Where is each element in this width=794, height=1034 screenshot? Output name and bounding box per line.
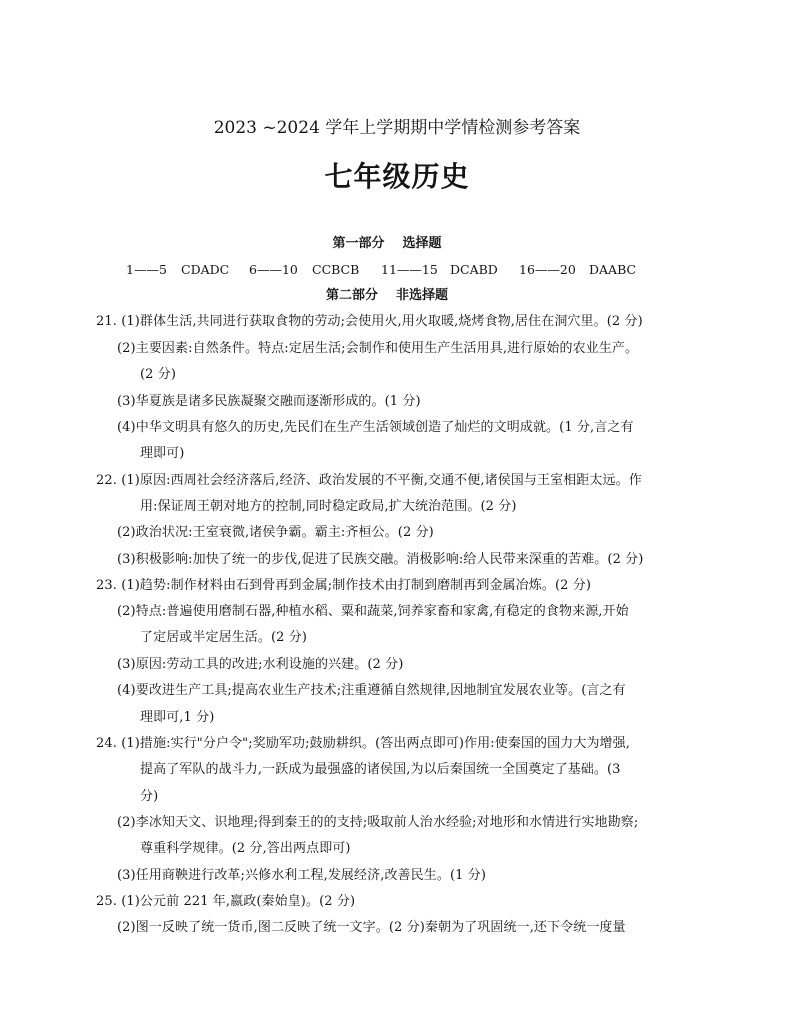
answer-keys: CCBCB bbox=[312, 262, 360, 277]
answer-line: 25. (1)公元前 221 年,嬴政(秦始皇)。(2 分) bbox=[96, 894, 356, 909]
answer-range: 11——15 bbox=[381, 262, 438, 277]
answer-line: 理即可,1 分) bbox=[140, 710, 215, 725]
answer-line: 23. (1)趋势:制作材料由石到骨再到金属;制作技术由打制到磨制再到金属冶炼。(2 分) bbox=[96, 578, 592, 593]
answer-range: 6——10 bbox=[249, 262, 298, 277]
answer-line: 了定居或半定居生活。(2 分) bbox=[140, 630, 308, 645]
answer-line: (2)特点:普遍使用磨制石器,种植水稻、粟和蔬菜,饲养家畜和家禽,有稳定的食物来源,开始 bbox=[117, 604, 629, 619]
answer-line: (2)图一反映了统一货币,图二反映了统一文字。(2 分)秦朝为了巩固统一,还下令统一度量 bbox=[117, 920, 626, 935]
answer-keys: DAABC bbox=[589, 262, 637, 277]
answer-line: (4)要改进生产工具;提高农业生产技术;注重遵循自然规律,因地制宜发展农业等。(言之有 bbox=[117, 683, 626, 698]
answer-line: 24. (1)措施:实行"分户令";奖励军功;鼓励耕织。(答出两点即可)作用:使秦国的国力大为增强, bbox=[96, 736, 630, 751]
answer-line: 21. (1)群体生活,共同进行获取食物的劳动;会使用火,用火取暖,烧烤食物,居住在洞穴里。(2 分) bbox=[96, 314, 643, 329]
exam-title: 2023 ~2024 学年上学期期中学情检测参考答案 bbox=[213, 118, 581, 138]
answer-range: 16——20 bbox=[519, 262, 576, 277]
answer-line: 尊重科学规律。(2 分,答出两点即可) bbox=[140, 841, 351, 856]
answer-line: (3)华夏族是诸多民族凝聚交融而逐渐形成的。(1 分) bbox=[117, 394, 421, 409]
answer-line: 提高了军队的战斗力,一跃成为最强盛的诸侯国,为以后秦国统一全国奠定了基础。(3 bbox=[140, 762, 621, 777]
answer-line: (2 分) bbox=[140, 367, 177, 382]
subject-title: 七年级历史 bbox=[324, 160, 470, 193]
answer-line: (4)中华文明具有悠久的历史,先民们在生产生活领域创造了灿烂的文明成就。(1 分,言之有 bbox=[117, 420, 634, 435]
answer-line: 22. (1)原因:西周社会经济落后,经济、政治发展的不平衡,交通不便,诸侯国与王室相距太远。作 bbox=[96, 473, 642, 488]
answer-line: (3)积极影响:加快了统一的步伐,促进了民族交融。消极影响:给人民带来深重的苦难。(2 分) bbox=[117, 552, 644, 567]
answer-line: (3)原因:劳动工具的改进;水利设施的兴建。(2 分) bbox=[117, 657, 404, 672]
answer-line: (3)任用商鞅进行改革;兴修水利工程,发展经济,改善民生。(1 分) bbox=[117, 868, 487, 883]
answer-line: 理即可) bbox=[140, 446, 185, 461]
answer-range: 1——5 bbox=[126, 262, 167, 277]
answer-line: (2)主要因素:自然条件。特点:定居生活;会制作和使用生产生活用具,进行原始的农业生产。 bbox=[117, 341, 639, 356]
answer-line: 分) bbox=[140, 789, 159, 804]
part1-heading: 第一部分 选择题 bbox=[332, 236, 442, 251]
answer-keys: DCABD bbox=[450, 262, 498, 277]
answer-line: 用:保证周王朝对地方的控制,同时稳定政局,扩大统治范围。(2 分) bbox=[140, 499, 517, 514]
part2-heading: 第二部分 非选择题 bbox=[325, 288, 449, 303]
answer-keys: CDADC bbox=[181, 262, 230, 277]
answer-line: (2)政治状况:王室衰微,诸侯争霸。霸主:齐桓公。(2 分) bbox=[117, 525, 434, 540]
answer-line: (2)李冰知天文、识地理;得到秦王的的支持;吸取前人治水经验;对地形和水情进行实地勘察; bbox=[117, 815, 639, 830]
